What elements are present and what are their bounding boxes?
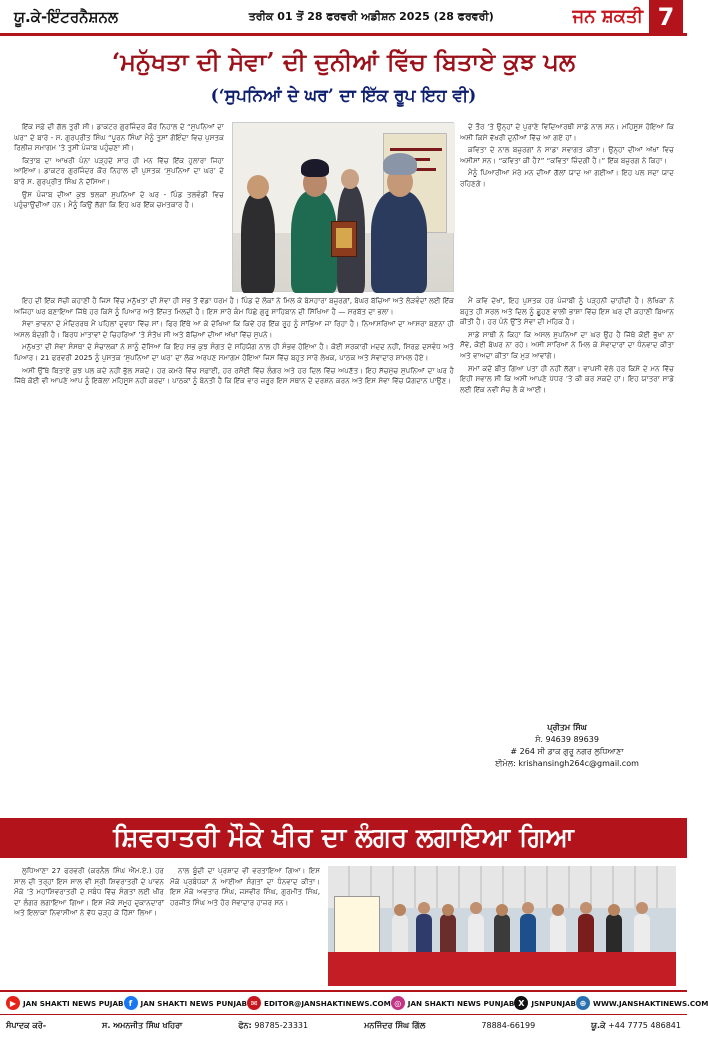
- person-head: [580, 902, 592, 914]
- paragraph: ਉਸ ਪੰਜਾਬ ਦੀਆਂ ਕੁਝ ਝਲਕਾਂ ਸੁਪਨਿਆਂ ਦੇ ਘਰ - ਪਿੰਡ ਤਲਵੰਡੀ ਵਿਚ ਪਹੁੰਚਾਉਂਦੀਆਂ ਹਨ। ਮੈਨੂੰ ਕਿਉਂ ਲੱਗਾ ਕਿ ਇਹ ਘਰ ਇੱਕ ਚਮਤਕਾਰ ਹੈ।: [14, 189, 224, 210]
- page-number: 7: [649, 0, 683, 34]
- paragraph: ਸਮਾਂ ਕਦੋਂ ਬੀਤ ਗਿਆ ਪਤਾ ਹੀ ਨਹੀਂ ਲੱਗਾ। ਵਾਪਸੀ ਵੇਲੇ ਹਰ ਕਿਸੇ ਦੇ ਮਨ ਵਿੱਚ ਇਹੀ ਸਵਾਲ ਸੀ ਕਿ ਅਸੀਂ ਆਪਣੇ ਪੱਧਰ ’ਤੇ ਕੀ ਕਰ ਸਕਦੇ ਹਾਂ। ਇਹ ਯਾਤਰਾ ਸਾਡੇ ਲਈ ਇੱਕ ਨਵੀਂ ਸੋਚ ਲੈ ਕੇ ਆਈ।: [460, 363, 674, 394]
- person-head: [552, 904, 564, 916]
- author-email[interactable]: ਈਮੇਲ: krishansingh264c@gmail.com: [495, 759, 639, 768]
- social-link-twitter[interactable]: [514, 996, 576, 1010]
- person-head: [496, 904, 508, 916]
- social-label: EDITOR@JANSHAKTINEWS.COM: [264, 998, 391, 1008]
- person-center-turban: [301, 159, 329, 177]
- article-column-right-top: [460, 122, 674, 292]
- contact-item: [6, 1018, 46, 1031]
- social-label: JAN SHAKTI NEWS PUNJAB: [140, 998, 248, 1008]
- news-headline-banner: ਸ਼ਿਵਰਾਤਰੀ ਮੌਕੇ ਖੀਰ ਦਾ ਲੰਗਰ ਲਗਾਇਆ ਗਿਆ: [0, 818, 687, 858]
- author-address: # 264 ਸੀ ਡਾਕ ਗੁਰੂ ਨਗਰ ਲੁਧਿਆਣਾ: [510, 747, 624, 756]
- paragraph: ਸਾਡੇ ਸਾਥੀ ਨੇ ਕਿਹਾ ਕਿ ਅਸਲ ਸੁਪਨਿਆਂ ਦਾ ਘਰ ਉਹ ਹੈ ਜਿੱਥੇ ਕੋਈ ਭੁੱਖਾ ਨਾ ਸੌਂਵੇ, ਕੋਈ ਬੇਘਰ ਨਾ ਰਹੇ। ਅਸੀਂ ਸਾਰਿਆਂ ਨੇ ਮਿਲ ਕੇ ਸੇਵਾਦਾਰਾਂ ਦਾ ਧੰਨਵਾਦ ਕੀਤਾ ਅਤੇ ਵਾਅਦਾ ਕੀਤਾ ਕਿ ਮੁੜ ਆਵਾਂਗੇ।: [460, 329, 674, 360]
- person: [634, 914, 650, 956]
- contact-value: 98785-23331: [254, 1021, 309, 1030]
- person: [550, 914, 566, 956]
- email-icon: ✉: [247, 996, 261, 1010]
- contact-item: [481, 1018, 535, 1031]
- article-column-right-bottom: [460, 296, 674, 716]
- social-label: WWW.JANSHAKTINEWS.COM: [593, 998, 708, 1008]
- banner-poster: [334, 896, 380, 956]
- social-links: [0, 992, 708, 1010]
- person-head: [418, 902, 430, 914]
- paragraph: ਮੈਂ ਕਵਿ ਦੇਖਾਂ, ਇਹ ਪੁਸਤਕ ਹਰ ਪੰਜਾਬੀ ਨੂੰ ਪੜ੍ਹਨੀ ਚਾਹੀਦੀ ਹੈ। ਲੇਖਿਕਾ ਨੇ ਬਹੁਤ ਹੀ ਸਰਲ ਅਤੇ ਦਿਲ ਨੂੰ ਛੂਹਣ ਵਾਲੀ ਭਾਸ਼ਾ ਵਿੱਚ ਇਸ ਘਰ ਦੀ ਕਹਾਣੀ ਬਿਆਨ ਕੀਤੀ ਹੈ। ਹਰ ਪੰਨੇ ਉੱਤੇ ਸੇਵਾ ਦੀ ਮਹਿਕ ਹੈ।: [460, 296, 674, 327]
- person: [392, 914, 408, 956]
- paragraph: ਮੈਨੂੰ ਪਿਆਰੀਆਂ ਮੇਰੇ ਮਨ ਦੀਆਂ ਗੱਲਾਂ ਯਾਦ ਆ ਗਈਆਂ। ਇਹ ਪਲ ਸਦਾ ਯਾਦ ਰਹਿਣਗੇ।: [460, 168, 674, 188]
- article-photo: [232, 122, 454, 292]
- person: [468, 914, 484, 956]
- masthead: [0, 0, 687, 36]
- contact-strip: [0, 1014, 687, 1031]
- book-cover: [331, 221, 357, 257]
- section-title: ਯੂ.ਕੇ-ਇੰਟਰਨੈਸ਼ਨਲ: [14, 7, 118, 26]
- contact-value: 78884-66199: [481, 1021, 536, 1030]
- article-column-left-top: [14, 122, 224, 292]
- person-head: [470, 902, 482, 914]
- person-left: [241, 193, 275, 293]
- social-link-youtube[interactable]: [6, 996, 124, 1010]
- paragraph: ਇੱਕ ਸਫ਼ੇ ਦੀ ਗੱਲ ਤੁਰੀ ਸੀ। ਡਾਕਟਰ ਗੁਰਜਿੰਦਰ ਕੌਰ ਨਿਹਾਲ ਦੇ “ਸੁਪਨਿਆਂ ਦਾ ਘਰ” ਦੇ ਬਾਰੇ - ਸ. ਗੁਰਪ੍ਰੀਤ ਸਿੰਘ “ਪੂਰਨ ਸਿੰਘਾਂ ਮੈਨੂੰ ਤੁਸਾਂ ਗੋਇੰਦਾ ਵਿਚ ਪੁਸਤਕ ਰਿਲੀਜ਼ ਸਮਾਗਮ ’ਤੇ ਤੁਸੀਂ ਪੰਜਾਬ ਪਹੁੰਚਣਾ ਸੀ।: [14, 122, 224, 153]
- social-label: JAN SHAKTI NEWS PUNJAB: [407, 998, 515, 1008]
- edition-date: ਤਰੀਕ 01 ਤੋਂ 28 ਫਰਵਰੀ ਅਡੀਸ਼ਨ 2025 (28 ਫਰਵਰੀ): [248, 9, 494, 23]
- person: [606, 914, 622, 956]
- footer: [0, 990, 708, 1043]
- book-cover-art: [336, 228, 352, 248]
- contact-label: ਸ. ਅਮਨਜੀਤ ਸਿੰਘ ਖਹਿਰਾ: [102, 1021, 183, 1030]
- contact-item: [238, 1018, 308, 1031]
- article-subhead: (‘ਸੁਪਨਿਆਂ ਦੇ ਘਰ’ ਦਾ ਇੱਕ ਰੂਪ ਇਹ ਵੀ): [210, 86, 477, 106]
- person-right: [371, 191, 427, 293]
- author-phone: ਸੰ. 94639 89639: [535, 735, 599, 744]
- person-right-turban: [383, 153, 417, 175]
- person: [440, 914, 456, 956]
- paragraph: ਸੇਵਾ ਭਾਵਨਾ ਦੇ ਮੰਦਿਰਰਥ ਮੈਂ ਪਹਿਲਾਂ ਦੁਵਧਾ ਵਿੱਚ ਸਾਂ। ਫਿਰ ਇੱਥੇ ਆ ਕੇ ਦੇਖਿਆ ਕਿ ਕਿਵੇਂ ਹਰ ਇੱਕ ਰੂਹ ਨੂੰ ਸਾਂਭਿਆ ਜਾ ਰਿਹਾ ਹੈ। ਨਿਆਸਰਿਆਂ ਦਾ ਆਸਰਾ ਬਣਨਾ ਹੀ ਅਸਲ ਬੰਦਗੀ ਹੈ। ਬਿਰਧ ਮਾਤਾਵਾਂ ਦੇ ਚਿਹਰਿਆਂ ’ਤੇ ਸੰਤੋਖ ਸੀ ਅਤੇ ਬੱਚਿਆਂ ਦੀਆਂ ਅੱਖਾਂ ਵਿੱਚ ਸੁਪਨੇ।: [14, 319, 454, 339]
- contact-label: ਫੋਨ:: [238, 1021, 252, 1030]
- paragraph: ਮਨੁੱਖਤਾ ਦੀ ਸੇਵਾ ਸੰਸਥਾ ਦੇ ਸੰਚਾਲਕਾਂ ਨੇ ਸਾਨੂੰ ਦੱਸਿਆ ਕਿ ਇਹ ਸਭ ਕੁਝ ਸੰਗਤ ਦੇ ਸਹਿਯੋਗ ਨਾਲ ਹੀ ਸੰਭਵ ਹੋਇਆ ਹੈ। ਕੋਈ ਸਰਕਾਰੀ ਮਦਦ ਨਹੀਂ, ਸਿਰਫ਼ ਦਸਵੰਧ ਅਤੇ ਪਿਆਰ। 21 ਫਰਵਰੀ 2025 ਨੂੰ ਪੁਸਤਕ ‘ਸੁਪਨਿਆਂ ਦਾ ਘਰ’ ਦਾ ਲੋਕ ਅਰਪਣ ਸਮਾਗਮ ਹੋਇਆ ਜਿਸ ਵਿੱਚ ਬਹੁਤ ਸਾਰੇ ਲੇਖਕ, ਪਾਠਕ ਅਤੇ ਸੇਵਾਦਾਰ ਸ਼ਾਮਲ ਹੋਏ।: [14, 342, 454, 362]
- person: [494, 914, 510, 956]
- person: [578, 914, 594, 956]
- instagram-icon: ◎: [391, 996, 405, 1010]
- facebook-icon: f: [124, 996, 138, 1010]
- social-label: JSNPUNJAB: [531, 998, 577, 1008]
- person-back-head: [341, 169, 359, 189]
- contact-label: ਯੂ.ਕੇ: [591, 1021, 606, 1030]
- contact-item: [102, 1018, 182, 1031]
- social-link-website[interactable]: [576, 996, 708, 1010]
- twitter-icon: X: [514, 996, 528, 1010]
- social-link-email[interactable]: [247, 996, 391, 1010]
- person-head: [522, 902, 534, 914]
- langar-photo: [328, 866, 676, 986]
- paragraph: ਲੁਧਿਆਣਾ 27 ਫਰਵਰੀ (ਕਰਨੈਲ ਸਿੰਘ ਐੱਮ.ਏ.) ਹਰ ਸਾਲ ਦੀ ਤਰ੍ਹਾਂ ਇਸ ਸਾਲ ਵੀ ਸ੍ਰੀ ਸ਼ਿਵਰਾਤਰੀ ਦੇ ਪਾਵਨ ਮੌਕੇ ’ਤੇ ਮਹਾਂਸ਼ਿਵਰਾਤਰੀ ਦੇ ਸਬੰਧ ਵਿੱਚ ਸੰਗਤਾਂ ਲਈ ਖੀਰ ਦਾ ਲੰਗਰ ਲਗਾਇਆ ਗਿਆ। ਇਸ ਮੌਕੇ ਸਮੂਹ ਦੁਕਾਨਦਾਰਾਂ ਅਤੇ ਇਲਾਕਾ ਨਿਵਾਸੀਆਂ ਨੇ ਵੱਧ ਚੜ੍ਹ ਕੇ ਹਿੱਸਾ ਲਿਆ।: [14, 866, 164, 918]
- news-column-2: [170, 866, 320, 986]
- contact-item: [591, 1018, 681, 1031]
- author-block: [460, 722, 674, 770]
- contact-item: [364, 1018, 425, 1031]
- paragraph: ਇਹ ਦੀ ਇੱਕ ਸੱਚੀ ਕਹਾਣੀ ਹੈ ਜਿਸ ਵਿੱਚ ਮਨੁੱਖਤਾ ਦੀ ਸੇਵਾ ਹੀ ਸਭ ਤੋਂ ਵੱਡਾ ਧਰਮ ਹੈ। ਪਿੰਡ ਦੇ ਲੋਕਾਂ ਨੇ ਮਿਲ ਕੇ ਬੇਸਹਾਰਾ ਬਜ਼ੁਰਗਾਂ, ਬੇਘਰ ਬੱਚਿਆਂ ਅਤੇ ਲੋੜਵੰਦਾਂ ਲਈ ਇੱਕ ਅਜਿਹਾ ਘਰ ਬਣਾਇਆ ਜਿੱਥੇ ਹਰ ਕਿਸੇ ਨੂੰ ਪਿਆਰ ਅਤੇ ਇੱਜ਼ਤ ਮਿਲਦੀ ਹੈ। ਇਸ ਸਾਰੇ ਕੰਮ ਪਿੱਛੇ ਗੁਰੂ ਸਾਹਿਬਾਨ ਦੀ ਸਿੱਖਿਆ ਹੈ — ਸਰਬੱਤ ਦਾ ਭਲਾ।: [14, 296, 454, 316]
- article-headline: ‘ਮਨੁੱਖਤਾ ਦੀ ਸੇਵਾ’ ਦੀ ਦੁਨੀਆਂ ਵਿੱਚ ਬਿਤਾਏ ਕੁਝ ਪਲ: [111, 47, 576, 76]
- paragraph: ਕਵਿਤਾ ਦੇ ਨਾਲ ਬਜ਼ੁਰਗਾਂ ਨੇ ਸਾਡਾ ਸਵਾਗਤ ਕੀਤਾ। ਉਨ੍ਹਾਂ ਦੀਆਂ ਅੱਖਾਂ ਵਿਚ ਅਸੀਸਾਂ ਸਨ। “ਕਵਿਤਾ ਕੀ ਹੈ?” “ਕਵਿਤਾ ਜ਼ਿੰਦਗੀ ਹੈ।” ਇੱਕ ਬਜ਼ੁਰਗ ਨੇ ਕਿਹਾ।: [460, 145, 674, 165]
- paragraph: ਦੇ ਤੌਰ ’ਤੇ ਉਨ੍ਹਾਂ ਦੇ ਪੁਰਾਣੇ ਵਿਦਿਆਰਥੀ ਸਾਡੇ ਨਾਲ ਸਨ। ਮਹਿਸੂਸ ਹੋਇਆ ਕਿ ਅਸੀਂ ਕਿਸੇ ਵੱਖਰੀ ਦੁਨੀਆਂ ਵਿੱਚ ਆ ਗਏ ਹਾਂ।: [460, 122, 674, 142]
- news-column-1: [14, 866, 164, 986]
- newspaper-logo: ਜਨ ਸ਼ਕਤੀ: [572, 6, 643, 27]
- person: [416, 914, 432, 956]
- paragraph: ਕਿਤਾਬ ਦਾ ਆਖਰੀ ਪੰਨਾ ਪੜ੍ਹਦੇ ਸਾਰ ਹੀ ਮਨ ਵਿੱਚ ਇੱਕ ਹੁਲਾਰਾ ਜਿਹਾ ਆਇਆ। ਡਾਕਟਰ ਗੁਰਜਿੰਦਰ ਕੌਰ ਨਿਹਾਲ ਦੀ ਪੁਸਤਕ ‘ਸੁਪਨਿਆਂ ਦਾ ਘਰ’ ਦੇ ਬਾਰੇ ਸ. ਗੁਰਪ੍ਰੀਤ ਸਿੰਘ ਨੇ ਦੱਸਿਆ।: [14, 155, 224, 186]
- contact-label: ਮਨਜਿੰਦਰ ਸਿੰਘ ਗਿੱਲ: [364, 1021, 426, 1030]
- web-icon: ⊕: [576, 996, 590, 1010]
- contact-value: +44 7775 486841: [608, 1021, 681, 1030]
- langar-table: [328, 952, 676, 986]
- tent-canopy: [328, 866, 676, 908]
- person-head: [608, 904, 620, 916]
- person: [520, 914, 536, 956]
- poster-line: [390, 148, 442, 151]
- author-name: ਪ੍ਰੀਤਮ ਸਿੰਘ: [547, 723, 587, 732]
- social-label: JAN SHAKTI NEWS PUJAB: [23, 998, 124, 1008]
- social-link-facebook[interactable]: [124, 996, 248, 1010]
- paragraph: ਨਾਲ ਬੂੰਦੀ ਦਾ ਪ੍ਰਸ਼ਾਦ ਵੀ ਵਰਤਾਇਆ ਗਿਆ। ਇਸ ਮੌਕੇ ਪ੍ਰਬੰਧਕਾਂ ਨੇ ਆਈਆਂ ਸੰਗਤਾਂ ਦਾ ਧੰਨਵਾਦ ਕੀਤਾ। ਇਸ ਮੌਕੇ ਅਵਤਾਰ ਸਿੰਘ, ਜਸਵੀਰ ਸਿੰਘ, ਗੁਰਮੀਤ ਸਿੰਘ, ਹਰਜੀਤ ਸਿੰਘ ਅਤੇ ਹੋਰ ਸੇਵਾਦਾਰ ਹਾਜ਼ਰ ਸਨ।: [170, 866, 320, 907]
- contact-label: ਸੰਪਾਦਕ ਕਰੋ-: [6, 1021, 47, 1030]
- paragraph: ਅਸੀਂ ਉੱਥੇ ਬਿਤਾਏ ਕੁਝ ਪਲ ਕਦੇ ਨਹੀਂ ਭੁੱਲ ਸਕਦੇ। ਹਰ ਕਮਰੇ ਵਿੱਚ ਸਫ਼ਾਈ, ਹਰ ਰਸੋਈ ਵਿੱਚ ਲੰਗਰ ਅਤੇ ਹਰ ਦਿਲ ਵਿੱਚ ਅਪਣੱਤ। ਇਹ ਸੱਚਮੁੱਚ ਸੁਪਨਿਆਂ ਦਾ ਘਰ ਹੈ ਜਿੱਥੇ ਕੋਈ ਵੀ ਆਪਣੇ ਆਪ ਨੂੰ ਇਕੱਲਾ ਮਹਿਸੂਸ ਨਹੀਂ ਕਰਦਾ। ਪਾਠਕਾਂ ਨੂੰ ਬੇਨਤੀ ਹੈ ਕਿ ਇੱਕ ਵਾਰ ਜ਼ਰੂਰ ਇਸ ਸਥਾਨ ਦੇ ਦਰਸ਼ਨ ਕਰਨ ਅਤੇ ਇਸ ਸੇਵਾ ਵਿੱਚ ਯੋਗਦਾਨ ਪਾਉਣ।: [14, 365, 454, 386]
- person-left-head: [247, 175, 269, 199]
- article-column-left-bottom: [14, 296, 454, 716]
- person-head: [442, 904, 454, 916]
- person-head: [636, 902, 648, 914]
- person-head: [394, 904, 406, 916]
- youtube-icon: ▶: [6, 996, 20, 1010]
- social-link-instagram[interactable]: [391, 996, 515, 1010]
